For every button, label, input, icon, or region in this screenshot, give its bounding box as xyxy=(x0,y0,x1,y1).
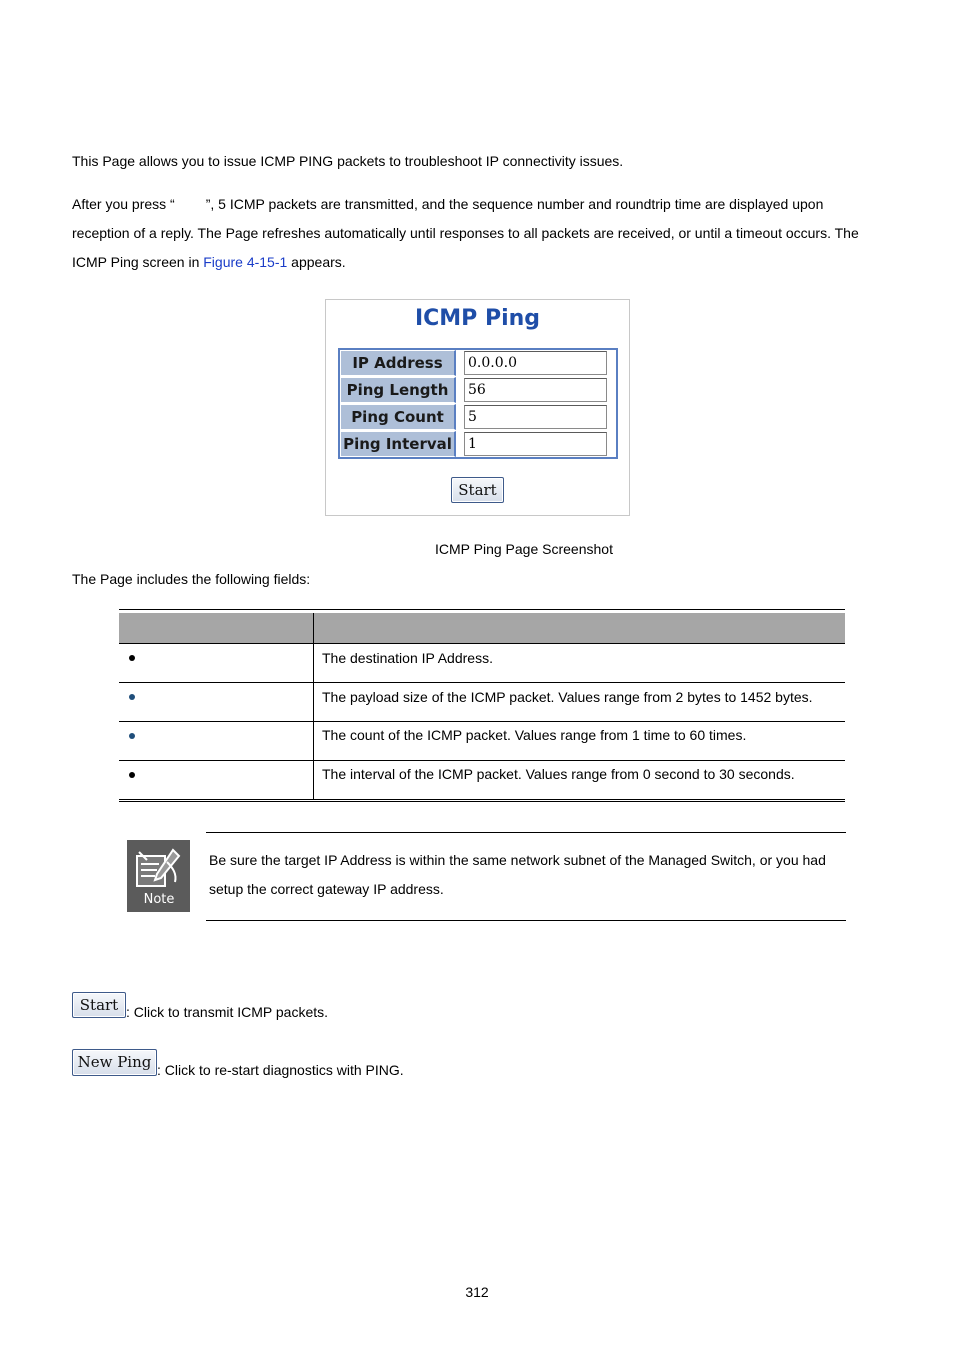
start-button-image[interactable]: Start xyxy=(72,992,126,1018)
ping-interval-label: Ping Interval xyxy=(340,431,456,457)
ping-interval-input[interactable]: 1 xyxy=(464,432,607,456)
fields-table xyxy=(119,609,845,803)
icmp-ping-screenshot xyxy=(325,299,630,516)
bullet-icon xyxy=(129,694,135,700)
fields-intro: The Page includes the following fields: xyxy=(72,571,311,587)
new-ping-button-image[interactable]: New Ping xyxy=(72,1049,157,1076)
screenshot-title: ICMP Ping xyxy=(414,306,541,331)
field-description: The payload size of the ICMP packet. Values range from 2 bytes to 1452 bytes. xyxy=(322,689,813,705)
table-bottom-rule-2 xyxy=(119,801,845,802)
page-number: 312 xyxy=(465,1284,489,1300)
table-row xyxy=(119,761,845,800)
table-row xyxy=(119,683,845,722)
field-description: The count of the ICMP packet. Values range from 1 time to 60 times. xyxy=(322,727,747,743)
bullet-icon xyxy=(129,772,135,778)
note-pencil-icon xyxy=(127,840,190,912)
new-ping-button-description: : Click to re-start diagnostics with PING. xyxy=(157,1062,404,1078)
ping-length-row xyxy=(340,377,616,403)
intro-text: appears. xyxy=(287,254,346,270)
figure-caption: ICMP Ping Page Screenshot xyxy=(435,541,613,557)
intro-text: ”, 5 ICMP packets are transmitted, and the sequence number and roundtrip time are displayed upon xyxy=(205,196,824,212)
table-row xyxy=(119,644,845,683)
note-top-rule xyxy=(206,832,846,833)
intro-paragraph-2-line-2: reception of a reply. The Page refreshes automatically until responses to all packets are received, or until a timeout occurs. The xyxy=(72,225,859,241)
field-description: The destination IP Address. xyxy=(322,650,493,666)
note-icon-text: Note xyxy=(143,892,175,907)
field-description: The interval of the ICMP packet. Values range from 0 second to 30 seconds. xyxy=(322,766,795,782)
start-button-description: : Click to transmit ICMP packets. xyxy=(126,1004,329,1020)
intro-text: ICMP Ping screen in xyxy=(72,254,204,270)
table-row xyxy=(119,722,845,761)
ping-count-input[interactable]: 5 xyxy=(464,405,607,429)
bullet-icon xyxy=(129,733,135,739)
table-header xyxy=(119,613,845,643)
ip-address-label: IP Address xyxy=(340,350,456,376)
note-icon xyxy=(127,840,190,912)
ping-length-label: Ping Length xyxy=(340,377,456,403)
ping-settings-table xyxy=(338,348,618,459)
intro-paragraph-1: This Page allows you to issue ICMP PING packets to troubleshoot IP connectivity issues. xyxy=(72,153,624,169)
ping-count-row xyxy=(340,404,616,430)
ping-length-input[interactable]: 56 xyxy=(464,378,607,402)
note-text xyxy=(209,846,826,904)
ping-interval-row xyxy=(340,431,616,457)
note-line: setup the correct gateway IP address. xyxy=(209,881,444,897)
start-button[interactable]: Start xyxy=(451,477,504,503)
ip-address-row xyxy=(340,350,616,376)
intro-paragraph-2-line-1 xyxy=(72,190,823,219)
intro-paragraph-2-line-3 xyxy=(72,248,346,277)
ip-address-input[interactable]: 0.0.0.0 xyxy=(464,351,607,375)
note-bottom-rule xyxy=(206,920,846,921)
note-line: Be sure the target IP Address is within the same network subnet of the Managed Switch, or you had xyxy=(209,852,826,868)
intro-text: After you press “ xyxy=(72,196,175,212)
table-bottom-rule xyxy=(119,799,845,800)
figure-link[interactable]: Figure 4-15-1 xyxy=(203,254,288,270)
bullet-icon xyxy=(129,655,135,661)
table-top-rule xyxy=(119,609,845,610)
ping-count-label: Ping Count xyxy=(340,404,456,430)
